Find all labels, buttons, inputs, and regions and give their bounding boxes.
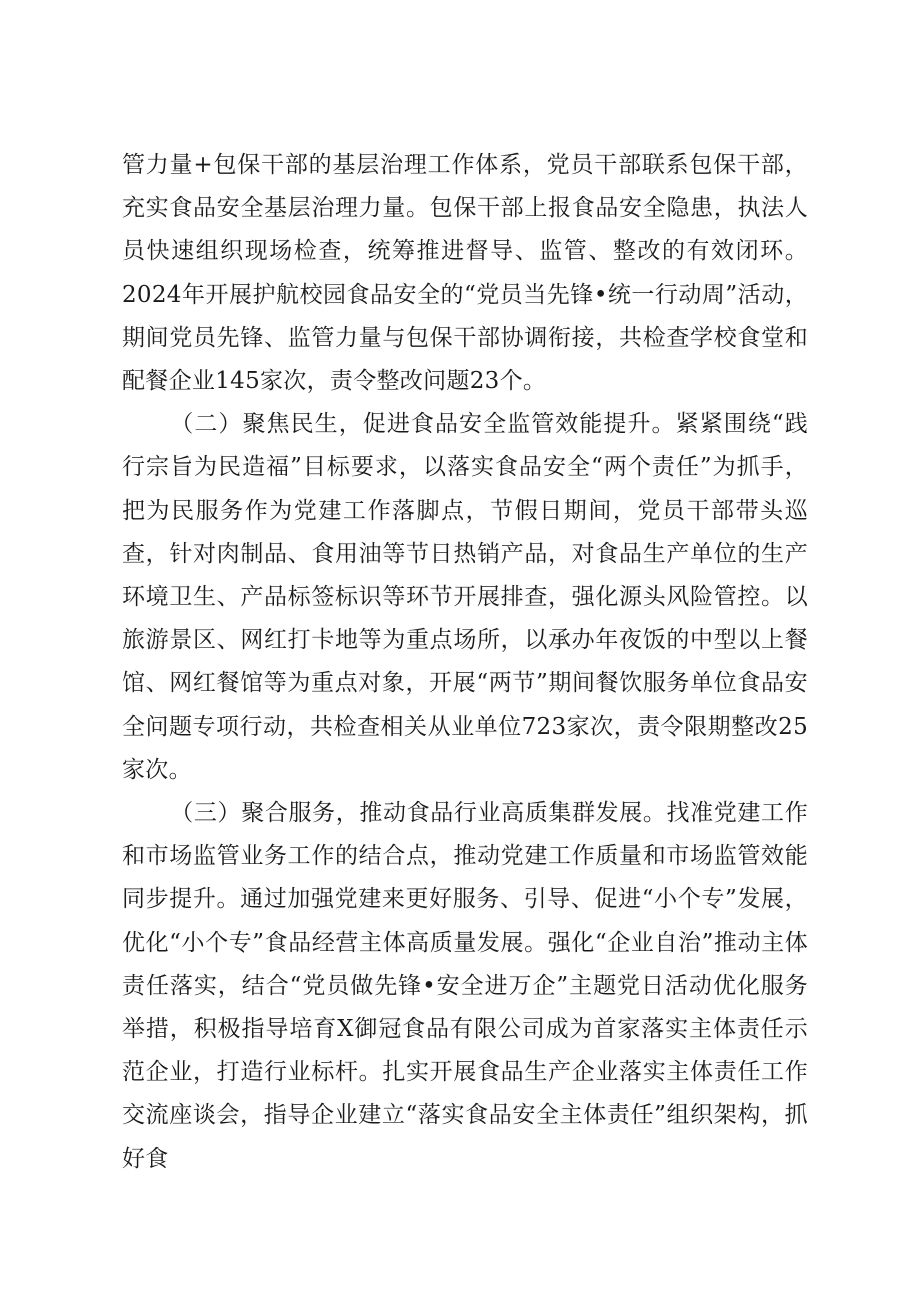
paragraph-section-three: （三）聚合服务，推动食品行业高质集群发展。找准党建工作和市场监管业务工作的结合点，推动党建工作质量和市场监管效能同步提升。通过加强党建来更好服务、引导、促进“小个专”发展，优化“小个专”食品经营主体高质量发展。强化“企业自治”推动主体责任落实，结合“党员做先锋•安全进万企”主题党日活动优化服务举措，积极指导培育X御冠食品有限公司成为首家落实主体责任示范企业，打造行业标杆。扎实开展食品生产企业落实主体责任工作交流座谈会，指导企业建立“落实食品安全主体责任”组织架构，抓好食 (122, 800, 808, 1172)
document-body (122, 144, 808, 1181)
paragraph-continuation: 管力量+包保干部的基层治理工作体系，党员干部联系包保干部，充实食品安全基层治理力量。包保干部上报食品安全隐患，执法人员快速组织现场检查，统筹推进督导、监管、整改的有效闭环。2024年开展护航校园食品安全的“党员当先锋•统一行动周”活动，期间党员先锋、监管力量与包保干部协调衔接，共检查学校食堂和配餐企业145家次，责令整改问题23个。 (122, 152, 808, 395)
paragraph-section-two: （二）聚焦民生，促进食品安全监管效能提升。紧紧围绕“践行宗旨为民造福”目标要求，以落实食品安全“两个责任”为抓手，把为民服务作为党建工作落脚点，节假日期间，党员干部带头巡查，针对肉制品、食用油等节日热销产品，对食品生产单位的生产环境卫生、产品标签标识等环节开展排查，强化源头风险管控。以旅游景区、网红打卡地等为重点场所，以承办年夜饭的中型以上餐馆、网红餐馆等为重点对象，开展“两节”期间餐饮服务单位食品安全问题专项行动，共检查相关从业单位723家次，责令限期整改25家次。 (122, 411, 808, 783)
